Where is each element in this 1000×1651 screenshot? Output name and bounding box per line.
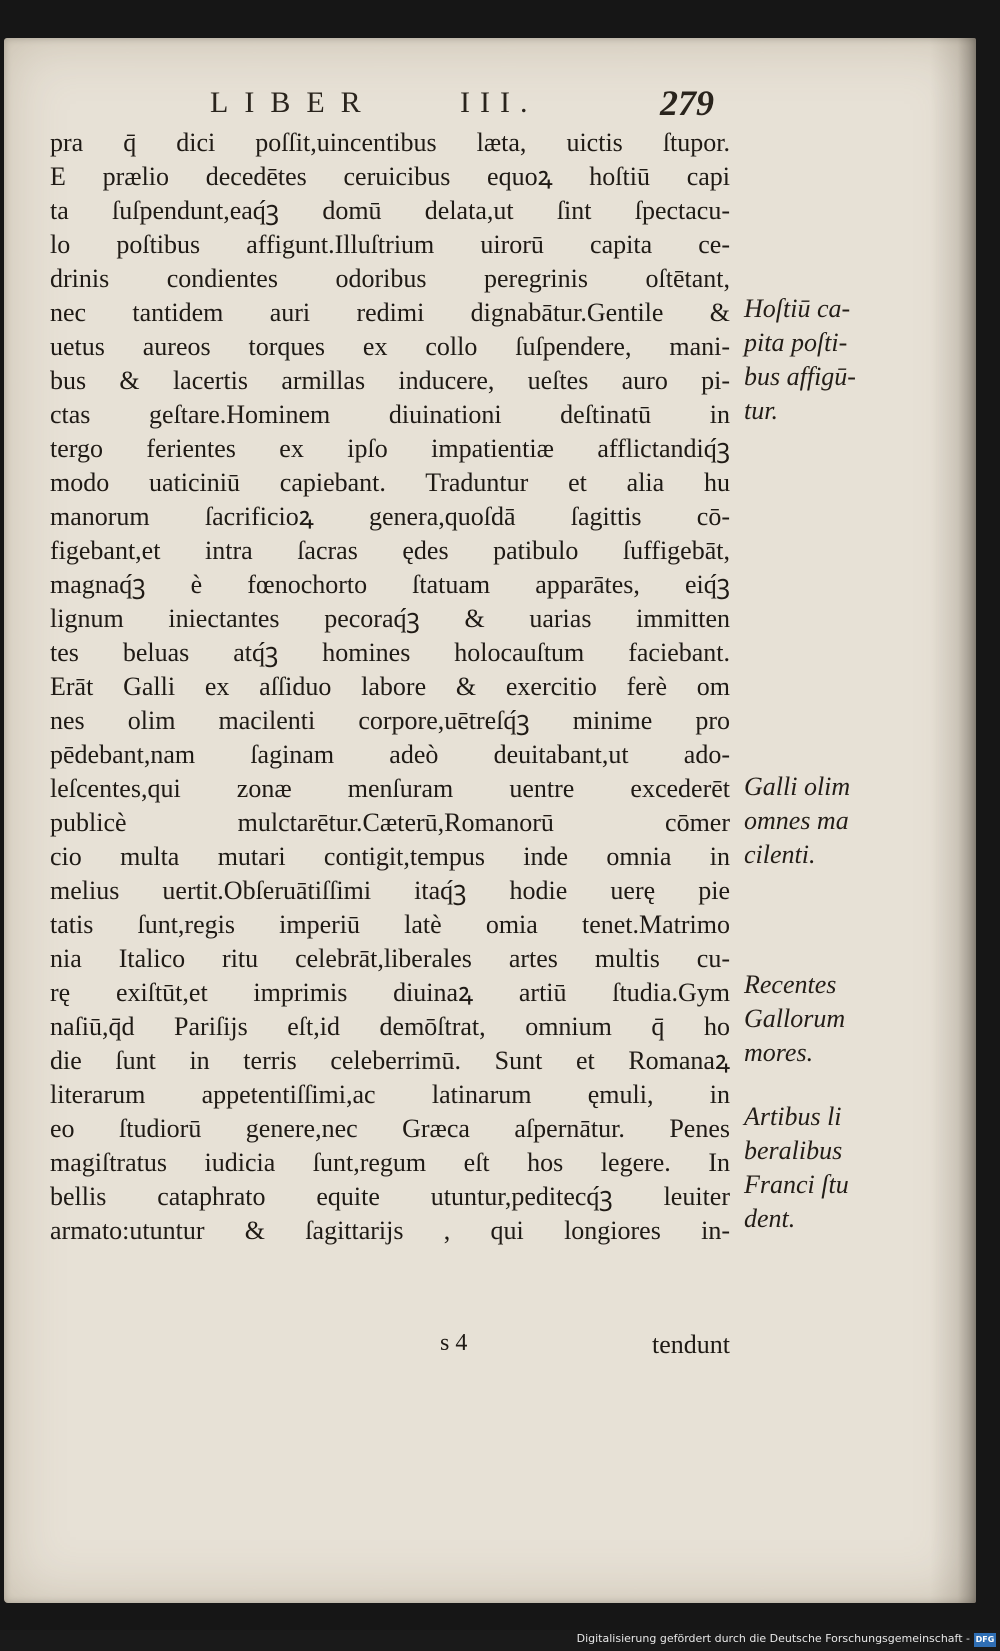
dfg-logo-icon: DFG bbox=[974, 1633, 996, 1647]
text-line: pēdebant,nam ſaginam adeò deuitabant,ut ado- bbox=[50, 740, 730, 769]
text-line: rę exiſtūt,et imprimis diuinaꝝ artiū ſtudia.Gym bbox=[50, 978, 730, 1007]
text-line: pra q̄ dici poſſit,uincentibus læta, uictis ſtupor. bbox=[50, 128, 730, 157]
text-line: magnaq́ꝫ è fœnochorto ſtatuam apparātes, eiq́ꝫ bbox=[50, 570, 730, 599]
text-line: ta ſuſpendunt,eaq́ꝫ domū delata,ut ſint ſpectacu- bbox=[50, 196, 730, 225]
text-line: bus & lacertis armillas inducere, ueſtes auro pi- bbox=[50, 366, 730, 395]
signature-mark: s 4 bbox=[440, 1330, 468, 1356]
marginal-line: Hoſtiū ca- bbox=[744, 294, 851, 323]
marginal-line: dent. bbox=[744, 1204, 796, 1233]
text-line: bellis cataphrato equite utuntur,peditecq́ꝫ leuiter bbox=[50, 1182, 730, 1211]
marginal-note-lean-gauls bbox=[744, 770, 974, 872]
catchword: tendunt bbox=[652, 1330, 730, 1359]
folio-number: 279 bbox=[660, 83, 714, 123]
text-line: lignum iniectantes pecoraq́ꝫ & uarias immitten bbox=[50, 604, 730, 633]
text-line: Erāt Galli ex aſſiduo labore & exercitio ferè om bbox=[50, 672, 730, 701]
text-line: tes beluas atq́ꝫ homines holocauſtum faciebant. bbox=[50, 638, 730, 667]
marginal-line: tur. bbox=[744, 396, 778, 425]
marginal-note-recent-customs bbox=[744, 968, 974, 1070]
text-line: eo ſtudiorū genere,nec Græca aſpernātur. Penes bbox=[50, 1114, 730, 1143]
marginal-line: omnes ma bbox=[744, 806, 849, 835]
text-line: naſiū,q̄d Pariſijs eſt,id demōſtrat, omnium q̄ ho bbox=[50, 1012, 730, 1041]
funding-bar bbox=[0, 1630, 1000, 1651]
marginal-note-heads bbox=[744, 292, 974, 428]
text-line: tergo ferientes ex ipſo impatientiæ afflictandiq́ꝫ bbox=[50, 434, 730, 463]
text-line: ctas geſtare.Hominem diuinationi deſtinatū in bbox=[50, 400, 730, 429]
marginal-line: Franci ſtu bbox=[744, 1170, 849, 1199]
text-line: literarum appetentiſſimi,ac latinarum ęmuli, in bbox=[50, 1080, 730, 1109]
text-line: manorum ſacrificioꝝ genera,quoſdā ſagittis cō- bbox=[50, 502, 730, 531]
text-line: uetus aureos torques ex collo ſuſpendere, mani- bbox=[50, 332, 730, 361]
text-line: E prælio decedētes ceruicibus equoꝝ hoſtiū capi bbox=[50, 162, 730, 191]
text-line: publicè mulctarētur.Cæterū,Romanorū cōmer bbox=[50, 808, 730, 837]
marginal-note-liberal-arts bbox=[744, 1100, 974, 1236]
text-line: modo uaticiniū capiebant. Traduntur et alia hu bbox=[50, 468, 730, 497]
marginal-line: mores. bbox=[744, 1038, 814, 1067]
marginal-line: beralibus bbox=[744, 1136, 843, 1165]
funding-note: Digitalisierung gefördert durch die Deutsche Forschungsgemeinschaft - bbox=[576, 1632, 970, 1645]
marginal-line: Recentes bbox=[744, 970, 837, 999]
text-line: figebant,et intra ſacras ędes patibulo ſuffigebāt, bbox=[50, 536, 730, 565]
text-line: lo poſtibus affigunt.Illuſtrium uirorū capita ce- bbox=[50, 230, 730, 259]
page-header bbox=[210, 83, 770, 126]
text-line: leſcentes,qui zonæ menſuram uentre excederēt bbox=[50, 774, 730, 803]
main-text-block bbox=[50, 126, 730, 1248]
text-line: melius uertit.Obſeruātiſſimi itaq́ꝫ hodie uerę pie bbox=[50, 876, 730, 905]
text-line: drinis condientes odoribus peregrinis oſtētant, bbox=[50, 264, 730, 293]
text-line: cio multa mutari contigit,tempus inde omnia in bbox=[50, 842, 730, 871]
text-line: armato:utuntur & ſagittarijs , qui longiores in- bbox=[50, 1216, 730, 1245]
marginal-line: Gallorum bbox=[744, 1004, 846, 1033]
marginal-line: bus affigū- bbox=[744, 362, 856, 391]
text-line: tatis ſunt,regis imperiū latè omia tenet.Matrimo bbox=[50, 910, 730, 939]
page-footer bbox=[440, 1330, 730, 1364]
marginal-line: Artibus li bbox=[744, 1102, 842, 1131]
text-line: nia Italico ritu celebrāt,liberales artes multis cu- bbox=[50, 944, 730, 973]
text-line: magiſtratus iudicia ſunt,regum eſt hos legere. In bbox=[50, 1148, 730, 1177]
marginal-line: pita poſti- bbox=[744, 328, 848, 357]
marginal-line: Galli olim bbox=[744, 772, 851, 801]
running-title: LIBER bbox=[210, 86, 377, 119]
text-line: die ſunt in terris celeberrimū. Sunt et Romanaꝝ bbox=[50, 1046, 730, 1075]
text-line: nes olim macilenti corpore,uētreſq́ꝫ minime pro bbox=[50, 706, 730, 735]
marginal-line: cilenti. bbox=[744, 840, 816, 869]
text-line: nec tantidem auri redimi dignabātur.Gentile & bbox=[50, 298, 730, 327]
book-number: III. bbox=[460, 86, 538, 119]
